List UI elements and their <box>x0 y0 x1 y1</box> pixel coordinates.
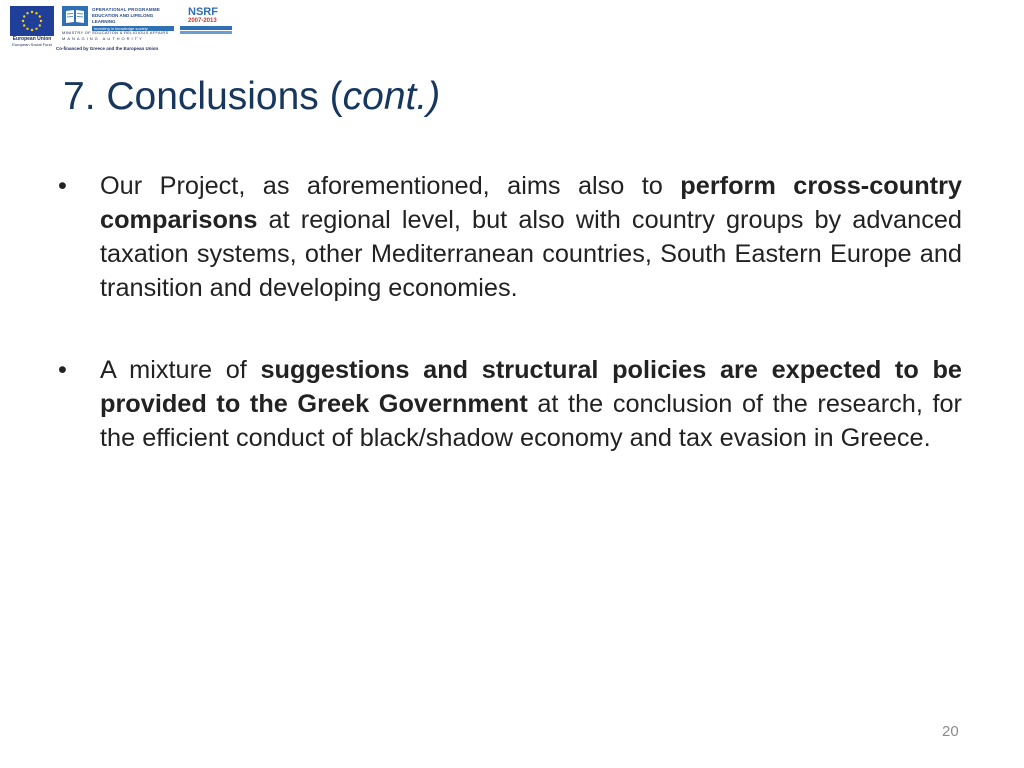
slide-title <box>63 74 440 120</box>
page-number: 20 <box>942 723 959 740</box>
bullet-text: at regional level, but also with country groups by advanced taxation systems, other Mediterranean countries, South Eastern Europe and transition and developing economies. <box>100 206 962 302</box>
eu-flag-icon <box>10 6 54 36</box>
bullet-emphasis: suggestions and structural policies are expected to be provided to the Greek Government <box>100 356 962 418</box>
bullet-text: A mixture of <box>100 356 261 384</box>
bullet-item <box>58 169 962 305</box>
bullet-icon: • <box>58 172 67 200</box>
eu-logo-subcaption: European Social Fund <box>12 42 52 47</box>
ministry-name: MINISTRY OF EDUCATION & RELIGIOUS AFFAIRS <box>62 30 169 35</box>
nsrf-years: 2007-2013 <box>188 18 217 24</box>
cofinanced-caption: Co-financed by Greece and the European Union <box>56 46 159 51</box>
header-logo-strip <box>0 0 235 58</box>
nsrf-bar-secondary <box>180 31 232 34</box>
open-book-icon <box>62 6 88 26</box>
eu-logo <box>8 6 56 54</box>
op-logo-line1: OPERATIONAL PROGRAMME <box>92 7 161 12</box>
bullet-list <box>58 169 962 455</box>
op-logo-tagline: investing in knowledge society <box>92 26 174 31</box>
managing-authority: MANAGING AUTHORITY <box>62 35 144 41</box>
eu-logo-caption: European Union <box>12 36 52 42</box>
bullet-item <box>58 353 962 455</box>
op-logo-line2: EDUCATION AND LIFELONG LEARNING <box>92 13 154 24</box>
bullet-icon: • <box>58 356 67 384</box>
nsrf-title: NSRF <box>188 6 218 18</box>
bullet-text: Our Project, as aforementioned, aims also to <box>100 172 681 200</box>
nsrf-logo <box>176 6 232 42</box>
bullet-text: at the conclusion of the research, for the efficient conduct of black/shadow economy and tax evasion in Greece. <box>100 390 962 452</box>
nsrf-bar <box>180 26 232 30</box>
slide-title-main: 7. Conclusions ( <box>63 75 343 118</box>
slide-title-italic: cont.) <box>342 75 441 118</box>
bullet-emphasis: perform cross-country comparisons <box>100 172 962 234</box>
